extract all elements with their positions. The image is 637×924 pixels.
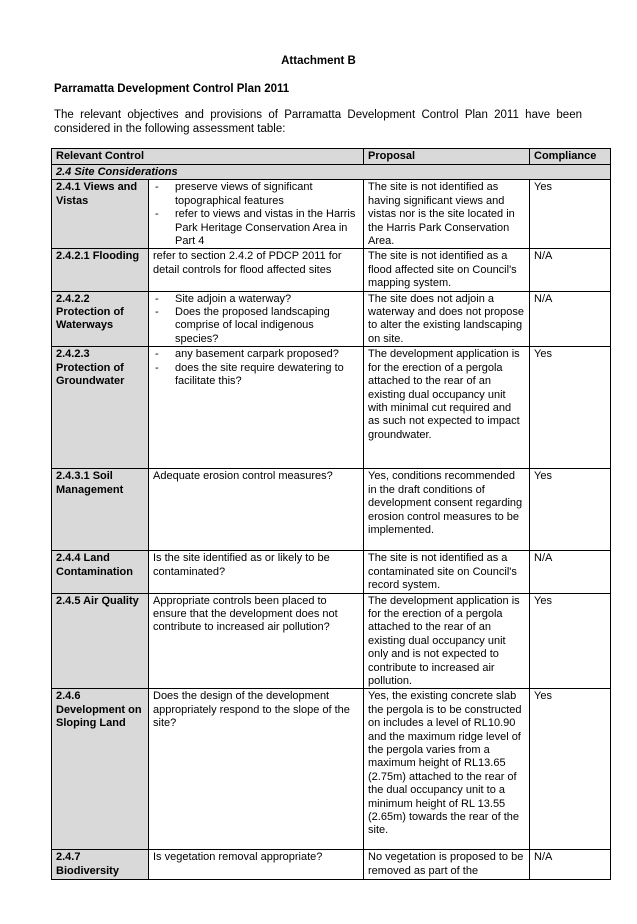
header-compliance: Compliance (530, 149, 611, 165)
control-cell: 2.4.7 Biodiversity (52, 850, 149, 880)
document-intro: The relevant objectives and provisions of Parramatta Development Control Plan 2011 have been considered in the following assessment table: (54, 109, 582, 135)
compliance-cell: N/A (530, 850, 611, 880)
control-cell: 2.4.3.1 Soil Management (52, 469, 149, 551)
assessment-table (51, 148, 611, 880)
provision-cell: Is vegetation removal appropriate? (149, 850, 364, 880)
provision-cell: Is the site identified as or likely to be contaminated? (149, 551, 364, 593)
provision-cell (149, 347, 364, 469)
proposal-cell: The site does not adjoin a waterway and does not propose to alter the existing landscaping on site. (364, 291, 530, 347)
compliance-cell: N/A (530, 249, 611, 291)
control-cell: 2.4.2.2 Protection of Waterways (52, 291, 149, 347)
proposal-cell: The site is not identified as a contaminated site on Council's record system. (364, 551, 530, 593)
provision-cell: Adequate erosion control measures? (149, 469, 364, 551)
table-row (52, 180, 611, 249)
header-proposal: Proposal (364, 149, 530, 165)
control-cell: 2.4.1 Views and Vistas (52, 180, 149, 249)
table-row (52, 347, 611, 469)
proposal-cell: The development application is for the erection of a pergola attached to the rear of an existing dual occupancy unit with minimal cut required and as such not expected to impact groundwater. (364, 347, 530, 469)
table-header-row (52, 149, 611, 165)
provision-item: - Site adjoin a waterway? (153, 293, 359, 306)
table-row (52, 249, 611, 291)
compliance-cell: Yes (530, 593, 611, 689)
proposal-cell: The site is not identified as having significant views and vistas nor is the site located in the Harris Park Conservation Area. (364, 180, 530, 249)
table-row (52, 469, 611, 551)
table-row (52, 689, 611, 850)
provision-cell: refer to section 2.4.2 of PDCP 2011 for detail controls for flood affected sites (149, 249, 364, 291)
document-subtitle: Parramatta Development Control Plan 2011 (54, 83, 290, 95)
provision-item: - refer to views and vistas in the Harris Park Heritage Conservation Area in Part 4 (153, 208, 359, 248)
proposal-cell: No vegetation is proposed to be removed as part of the (364, 850, 530, 880)
table-row (52, 593, 611, 689)
compliance-cell: Yes (530, 689, 611, 850)
section-row (52, 165, 611, 180)
provision-cell (149, 180, 364, 249)
table-row (52, 551, 611, 593)
proposal-cell: Yes, the existing concrete slab the pergola is to be constructed on includes a level of RL10.90 and the maximum ridge level of the pergola varies from a maximum height of RL13.65 (2.75m) attached to the rear of the dual occupancy unit to a minimum height of RL 13.55 (2.65m) towards the rear of the site. (364, 689, 530, 850)
compliance-cell: Yes (530, 180, 611, 249)
section-heading: 2.4 Site Considerations (52, 165, 611, 180)
proposal-cell: The development application is for the erection of a pergola attached to the rear of an existing dual occupancy unit only and is not expected to contribute to increased air pollution. (364, 593, 530, 689)
provision-item: - does the site require dewatering to facilitate this? (153, 362, 359, 389)
table-row (52, 291, 611, 347)
table-row (52, 850, 611, 880)
proposal-cell: Yes, conditions recommended in the draft conditions of development consent regarding erosion control measures to be implemented. (364, 469, 530, 551)
compliance-cell: N/A (530, 551, 611, 593)
control-cell: 2.4.6 Development on Sloping Land (52, 689, 149, 850)
compliance-cell: Yes (530, 347, 611, 469)
control-cell: 2.4.5 Air Quality (52, 593, 149, 689)
compliance-cell: N/A (530, 291, 611, 347)
provision-item: - Does the proposed landscaping comprise of local indigenous species? (153, 306, 359, 346)
provision-cell (149, 291, 364, 347)
provision-item: - any basement carpark proposed? (153, 348, 359, 361)
compliance-cell: Yes (530, 469, 611, 551)
provision-cell: Does the design of the development appropriately respond to the slope of the site? (149, 689, 364, 850)
control-cell: 2.4.2.3 Protection of Groundwater (52, 347, 149, 469)
provision-item: - preserve views of significant topographical features (153, 181, 359, 208)
control-cell: 2.4.2.1 Flooding (52, 249, 149, 291)
header-relevant-control: Relevant Control (52, 149, 364, 165)
provision-cell: Appropriate controls been placed to ensure that the development does not contribute to increased air pollution? (149, 593, 364, 689)
control-cell: 2.4.4 Land Contamination (52, 551, 149, 593)
proposal-cell: The site is not identified as a flood affected site on Council's mapping system. (364, 249, 530, 291)
document-title: Attachment B (281, 55, 356, 67)
